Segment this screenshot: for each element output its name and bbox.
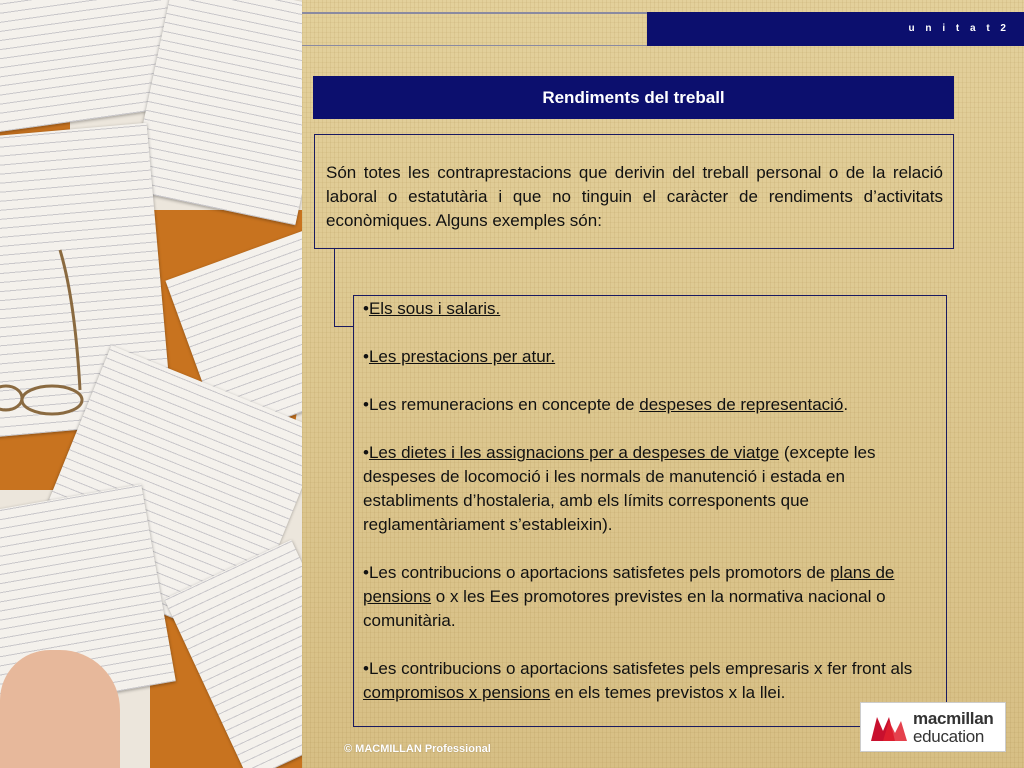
intro-box [314,134,954,249]
header-rule [302,45,648,46]
intro-text: Són totes les contraprestacions que derivin del treball personal o de la relació laboral o estatutària i que no tinguin el caràcter de rendiments d’activitats econòmiques. Alguns exemples són: [326,163,943,230]
examples-list [353,295,947,727]
item-link[interactable]: Les dietes i les assignacions per a despeses de viatge [368,443,780,462]
item-link[interactable]: plans de pensions [363,563,895,606]
hand [0,650,120,768]
list-item: •Les contribucions o aportacions satisfetes pels promotors de plans de pensions o x les Ees promotores previstes en la normativa nacional o comunitària. [363,563,895,630]
item-link[interactable]: despeses de representació [639,395,844,414]
connector-line [334,326,353,327]
list-item: •Els sous i salaris. [363,299,501,318]
slide-title: Rendiments del treball [313,76,954,119]
copyright-footer: © MACMILLAN Professional [344,743,491,755]
list-item: •Les contribucions o aportacions satisfetes pels empresaris x fer front als compromisos x pensions en els temes previstos x la llei. [363,659,913,702]
background-photo [0,0,302,768]
publisher-logo [860,702,1006,752]
list-item: •Les dietes i les assignacions per a despeses de viatge (excepte les despeses de locomoció i les normals de manutenció i estada en establiments d’hostaleria, amb els límits corresponents que reglamentàriament s’estableixin). [363,443,876,534]
logo-text: macmillan [913,709,994,728]
unit-label: u n i t a t 2 [908,23,1010,34]
logo-text: education [913,727,985,746]
item-link[interactable]: compromisos x pensions [363,683,551,702]
glasses-icon [0,240,120,430]
list-item: •Les remuneracions en concepte de despeses de representació. [363,395,849,414]
macmillan-logo-icon [869,711,909,745]
list-item: •Les prestacions per atur. [363,347,556,366]
header-rule [302,12,648,14]
item-link[interactable]: Les prestacions per atur. [368,347,556,366]
unit-header-bar [647,12,1024,46]
connector-line [334,249,335,327]
item-link[interactable]: Els sous i salaris. [368,299,501,318]
